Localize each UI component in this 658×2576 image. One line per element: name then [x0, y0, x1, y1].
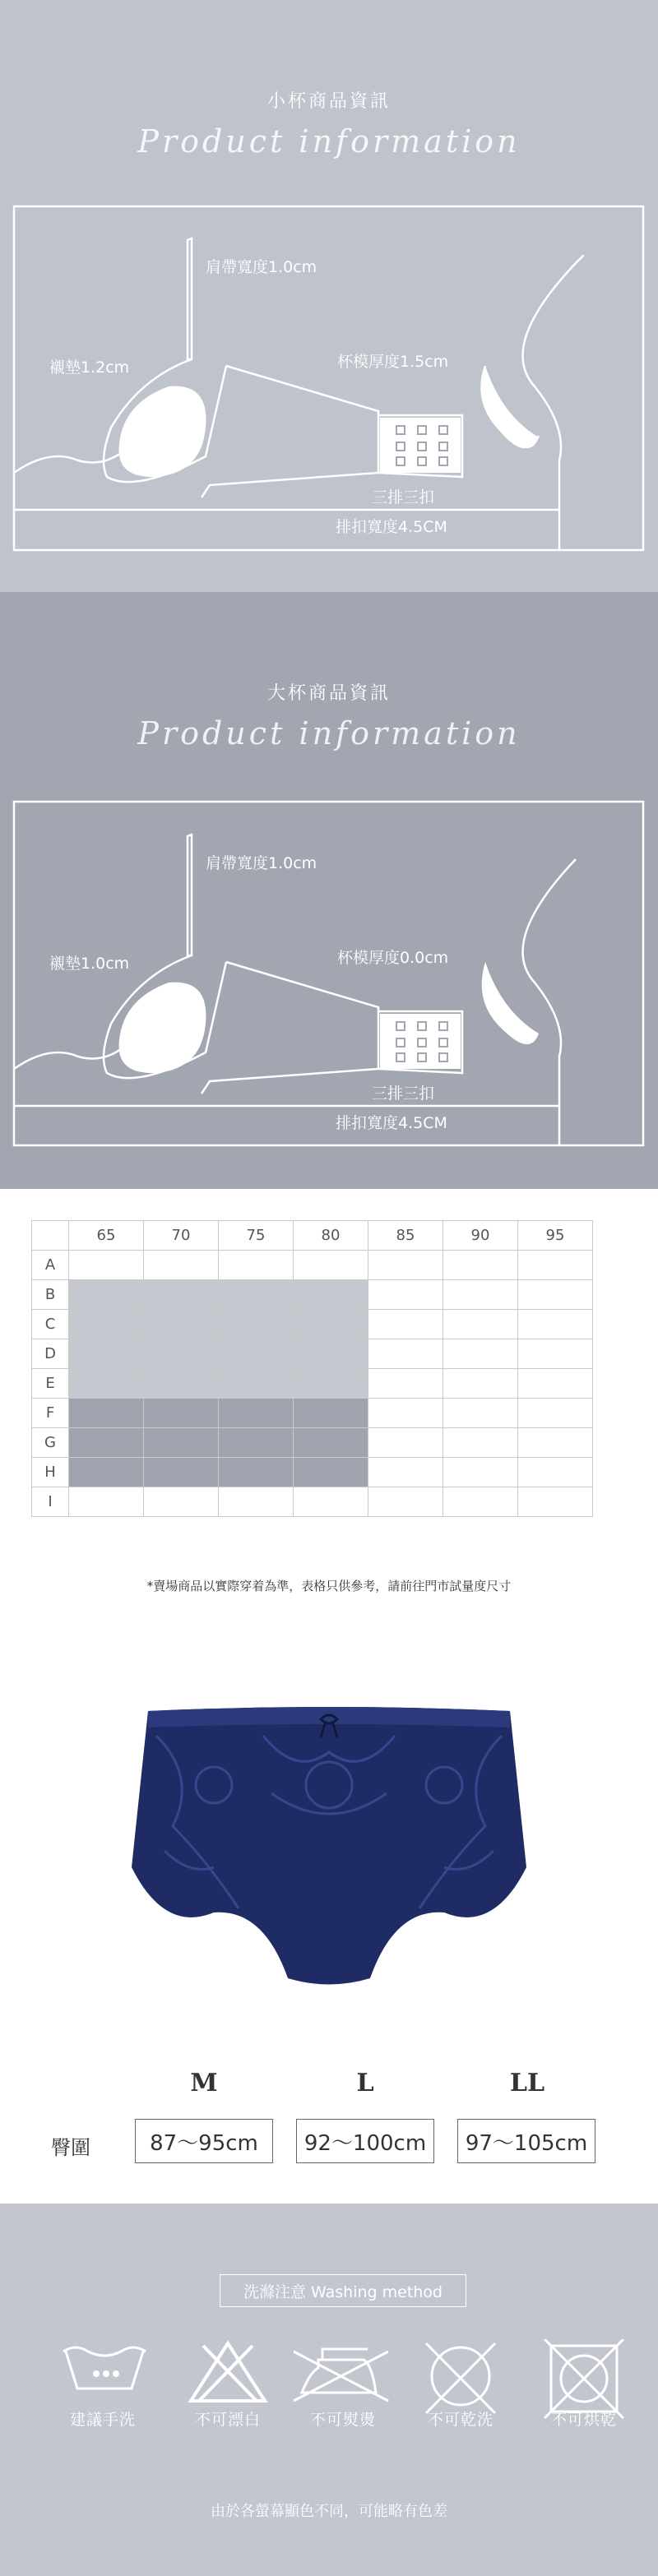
hook-rows-label: 三排三扣	[372, 488, 435, 506]
size-cell	[144, 1369, 219, 1399]
size-cell	[368, 1251, 443, 1280]
size-cell	[368, 1310, 443, 1339]
washing-section	[0, 2204, 658, 2576]
size-cell	[294, 1339, 368, 1369]
size-cell	[144, 1251, 219, 1280]
hip-range-m: 87～95cm	[135, 2119, 273, 2163]
small-bra-diagram	[0, 0, 658, 592]
size-table-corner	[32, 1221, 69, 1251]
size-cell	[219, 1369, 294, 1399]
no-iron-label: 不可熨燙	[309, 2411, 376, 2429]
small-cup-title: 小杯商品資訊	[266, 91, 391, 112]
band-header: 65	[69, 1221, 144, 1251]
no-bleach-label: 不可漂白	[194, 2411, 261, 2429]
size-cell	[368, 1399, 443, 1428]
size-cell	[69, 1369, 144, 1399]
band-header: 80	[294, 1221, 368, 1251]
mold-thickness-label: 杯模厚度1.5cm	[337, 353, 449, 371]
band-header: 90	[443, 1221, 518, 1251]
cup-header: H	[32, 1458, 69, 1487]
size-cell	[443, 1251, 518, 1280]
strap-width-label: 肩帶寬度1.0cm	[206, 854, 317, 872]
cup-header: D	[32, 1339, 69, 1369]
washing-title: 洗滌注意 Washing method	[220, 2274, 466, 2307]
band-header: 75	[219, 1221, 294, 1251]
table-row	[32, 1428, 593, 1458]
hip-label: 臀圍	[51, 2136, 90, 2159]
size-cell	[294, 1487, 368, 1517]
size-cell	[69, 1310, 144, 1339]
hook-width-label: 排扣寬度4.5CM	[336, 1114, 447, 1132]
size-cell	[144, 1428, 219, 1458]
table-row	[32, 1339, 593, 1369]
size-cell	[368, 1428, 443, 1458]
size-cell	[518, 1487, 593, 1517]
size-cell	[443, 1399, 518, 1428]
size-cell	[294, 1428, 368, 1458]
cup-header: G	[32, 1428, 69, 1458]
size-cell	[69, 1280, 144, 1310]
size-cell	[518, 1458, 593, 1487]
size-cell	[219, 1458, 294, 1487]
size-cell	[368, 1487, 443, 1517]
hook-width-label: 排扣寬度4.5CM	[336, 518, 447, 536]
size-cell	[219, 1428, 294, 1458]
size-cell	[69, 1251, 144, 1280]
size-cell	[518, 1310, 593, 1339]
small-cup-info-section	[0, 0, 658, 592]
pad-thickness-label: 襯墊1.0cm	[49, 955, 130, 973]
no-bleach-icon	[187, 2339, 269, 2405]
size-cell	[294, 1310, 368, 1339]
color-disclaimer: 由於各螢幕顯色不同，可能略有色差	[211, 2503, 447, 2520]
size-cell	[294, 1280, 368, 1310]
no-tumble-dry-label: 不可烘乾	[550, 2411, 617, 2429]
size-cell	[219, 1339, 294, 1369]
strap-width-label: 肩帶寬度1.0cm	[206, 258, 317, 276]
size-cell	[69, 1487, 144, 1517]
small-cup-script-title: Product information	[137, 123, 521, 160]
size-cell	[443, 1428, 518, 1458]
mold-thickness-label: 杯模厚度0.0cm	[337, 949, 449, 967]
size-cell	[368, 1369, 443, 1399]
size-cell	[69, 1339, 144, 1369]
hand-wash-icon	[59, 2339, 150, 2397]
band-header: 95	[518, 1221, 593, 1251]
size-cell	[69, 1458, 144, 1487]
large-cup-info-section	[0, 592, 658, 1189]
size-cell	[144, 1310, 219, 1339]
size-cell	[144, 1280, 219, 1310]
size-table	[31, 1220, 593, 1517]
cup-header: E	[32, 1369, 69, 1399]
large-cup-title: 大杯商品資訊	[266, 683, 391, 704]
size-cell	[518, 1369, 593, 1399]
hip-range-ll: 97～105cm	[457, 2119, 595, 2163]
no-iron-icon	[290, 2339, 392, 2405]
cup-header: A	[32, 1251, 69, 1280]
size-cell	[368, 1339, 443, 1369]
size-cell	[443, 1369, 518, 1399]
no-dry-clean-label: 不可乾洗	[427, 2411, 494, 2429]
hand-wash-label: 建議手洗	[69, 2411, 136, 2429]
size-cell	[294, 1399, 368, 1428]
size-cell	[443, 1280, 518, 1310]
panty-image	[99, 1662, 559, 1991]
size-cell	[69, 1399, 144, 1428]
hook-rows-label: 三排三扣	[372, 1085, 435, 1103]
table-row	[32, 1369, 593, 1399]
size-cell	[219, 1487, 294, 1517]
size-cell	[219, 1251, 294, 1280]
table-row	[32, 1280, 593, 1310]
size-cell	[144, 1487, 219, 1517]
cup-header: C	[32, 1310, 69, 1339]
band-header: 85	[368, 1221, 443, 1251]
pad-thickness-label: 襯墊1.2cm	[49, 358, 130, 377]
size-cell	[144, 1339, 219, 1369]
size-cell	[368, 1280, 443, 1310]
cup-header: F	[32, 1399, 69, 1428]
large-cup-script-title: Product information	[137, 715, 521, 752]
hip-range-l: 92～100cm	[296, 2119, 434, 2163]
size-cell	[219, 1310, 294, 1339]
size-cell	[69, 1428, 144, 1458]
size-m-heading: M	[190, 2069, 218, 2097]
size-cell	[294, 1458, 368, 1487]
size-table-header-row	[32, 1221, 593, 1251]
size-cell	[443, 1487, 518, 1517]
size-cell	[518, 1251, 593, 1280]
size-ll-heading: LL	[509, 2069, 545, 2097]
size-cell	[144, 1458, 219, 1487]
size-l-heading: L	[356, 2069, 374, 2097]
cup-header: B	[32, 1280, 69, 1310]
size-cell	[294, 1369, 368, 1399]
size-cell	[294, 1251, 368, 1280]
large-bra-diagram	[0, 592, 658, 1189]
cup-header: I	[32, 1487, 69, 1517]
size-cell	[443, 1339, 518, 1369]
size-note: *賣場商品以實際穿着為準，表格只供參考，請前往門市試量度尺寸	[146, 1579, 512, 1593]
size-cell	[443, 1310, 518, 1339]
size-cell	[219, 1399, 294, 1428]
table-row	[32, 1399, 593, 1428]
size-cell	[443, 1458, 518, 1487]
size-section	[0, 1189, 658, 2204]
size-cell	[518, 1399, 593, 1428]
table-row	[32, 1310, 593, 1339]
size-cell	[518, 1280, 593, 1310]
table-row	[32, 1458, 593, 1487]
size-cell	[144, 1399, 219, 1428]
band-header: 70	[144, 1221, 219, 1251]
size-cell	[518, 1339, 593, 1369]
size-cell	[518, 1428, 593, 1458]
table-row	[32, 1487, 593, 1517]
size-cell	[219, 1280, 294, 1310]
size-cell	[368, 1458, 443, 1487]
table-row	[32, 1251, 593, 1280]
